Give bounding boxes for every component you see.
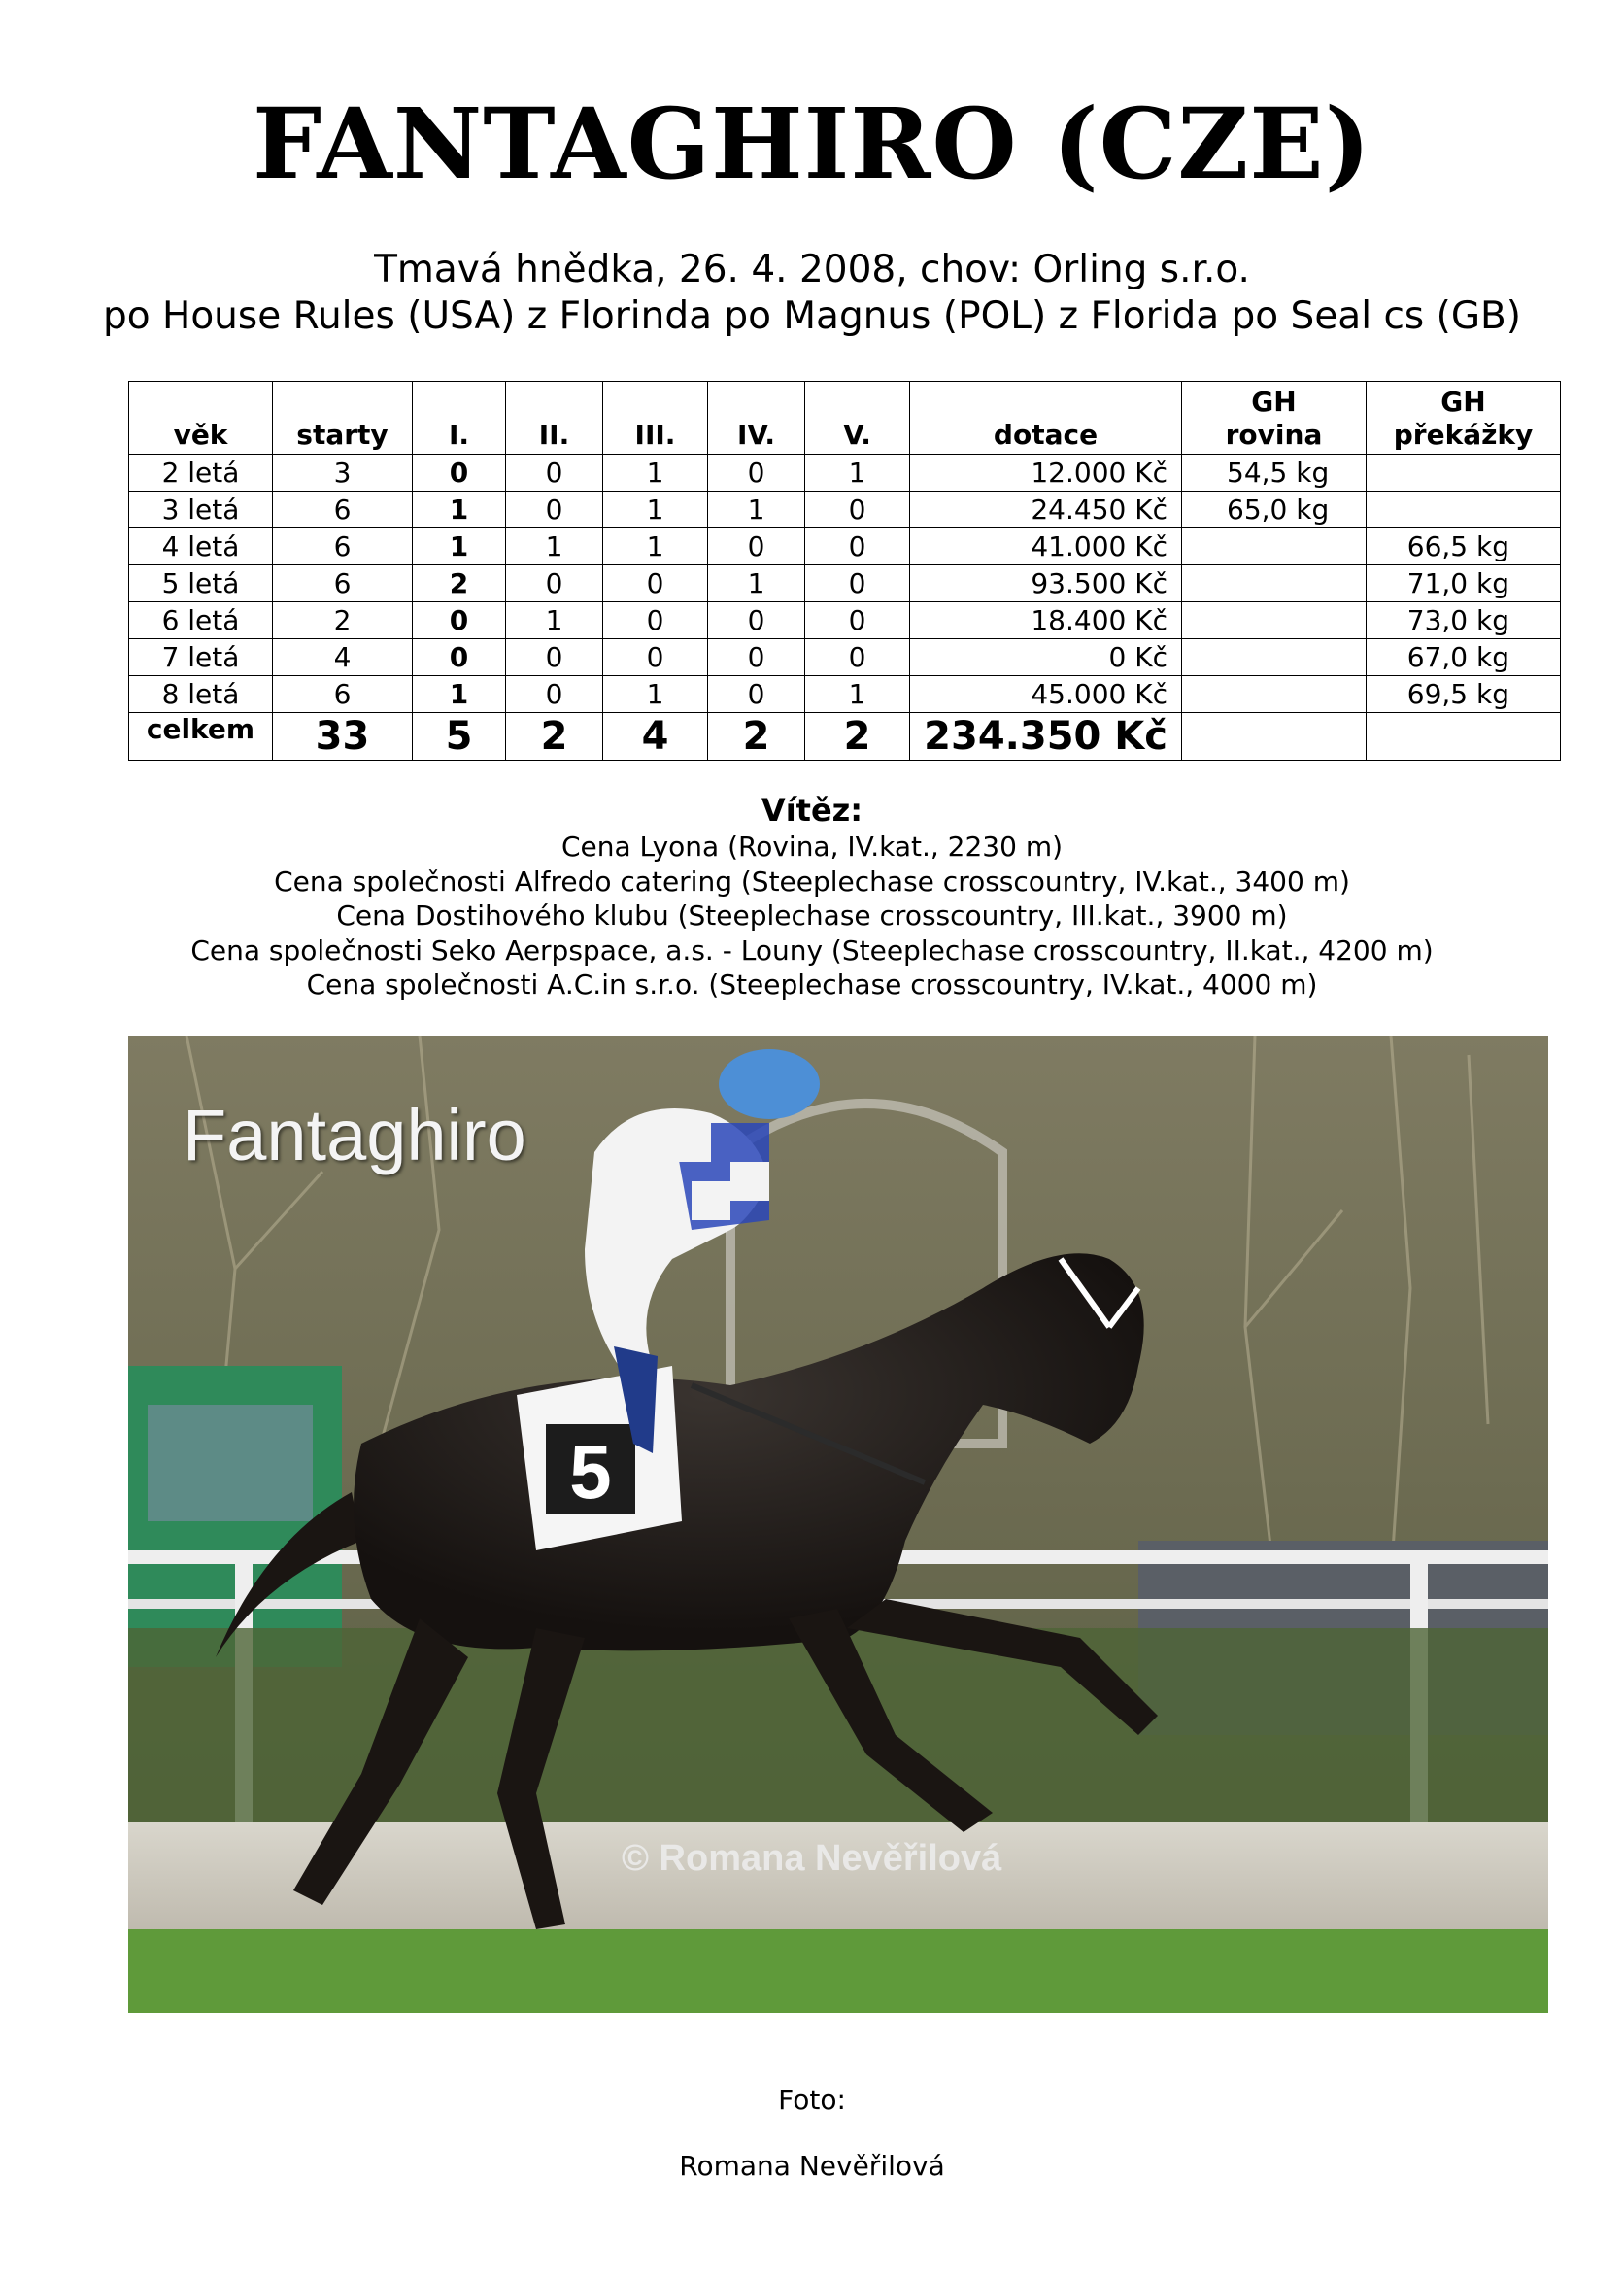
header-gh-flat [1182, 382, 1367, 455]
row-first: 0 [413, 602, 506, 639]
row-gh-flat [1182, 639, 1367, 676]
row-fifth: 0 [805, 492, 910, 528]
row-starts: 3 [273, 455, 413, 492]
row-first: 1 [413, 676, 506, 713]
header-first: I. [413, 382, 506, 455]
horse-photo [128, 1036, 1548, 2013]
row-gh-jump: 73,0 kg [1367, 602, 1561, 639]
total-gh-flat [1182, 713, 1367, 761]
row-third: 1 [603, 455, 708, 492]
row-second: 1 [506, 528, 603, 565]
row-age: 6 letá [129, 602, 273, 639]
table-row [129, 602, 1561, 639]
row-third: 1 [603, 528, 708, 565]
header-gh-flat-line1: GH [1251, 386, 1297, 418]
row-age: 2 letá [129, 455, 273, 492]
page-title: FANTAGHIRO (CZE) [253, 86, 1371, 201]
total-fifth: 2 [805, 713, 910, 761]
winner-race-list [0, 830, 1624, 1003]
row-second: 0 [506, 492, 603, 528]
total-label: celkem [129, 713, 273, 761]
row-gh-flat [1182, 602, 1367, 639]
row-first: 0 [413, 639, 506, 676]
header-prize: dotace [910, 382, 1182, 455]
total-fourth: 2 [708, 713, 805, 761]
row-prize: 24.450 Kč [910, 492, 1182, 528]
row-fifth: 1 [805, 455, 910, 492]
row-age: 5 letá [129, 565, 273, 602]
row-prize: 93.500 Kč [910, 565, 1182, 602]
total-starts: 33 [273, 713, 413, 761]
row-third: 1 [603, 492, 708, 528]
row-second: 0 [506, 676, 603, 713]
saddle-cloth [517, 1366, 682, 1550]
row-fifth: 0 [805, 639, 910, 676]
row-fourth: 0 [708, 676, 805, 713]
row-gh-jump: 66,5 kg [1367, 528, 1561, 565]
row-third: 0 [603, 639, 708, 676]
row-first: 2 [413, 565, 506, 602]
table-row [129, 528, 1561, 565]
row-fourth: 1 [708, 565, 805, 602]
van-window [148, 1405, 313, 1521]
row-starts: 6 [273, 565, 413, 602]
table-row [129, 492, 1561, 528]
header-fifth: V. [805, 382, 910, 455]
row-first: 1 [413, 528, 506, 565]
photo-credit-author: Romana Nevěřilová [679, 2150, 945, 2182]
row-fifth: 0 [805, 565, 910, 602]
row-starts: 6 [273, 676, 413, 713]
row-prize: 45.000 Kč [910, 676, 1182, 713]
row-age: 4 letá [129, 528, 273, 565]
row-fourth: 0 [708, 639, 805, 676]
winner-race: Cena Dostihového klubu (Steeplechase crosscountry, III.kat., 3900 m) [336, 900, 1288, 932]
total-gh-jump [1367, 713, 1561, 761]
table-header-row [129, 382, 1561, 455]
row-fifth: 1 [805, 676, 910, 713]
row-gh-jump: 69,5 kg [1367, 676, 1561, 713]
photo-caption-name: Fantaghiro [183, 1095, 526, 1175]
row-prize: 18.400 Kč [910, 602, 1182, 639]
grass [128, 1929, 1548, 2013]
winner-heading: Vítěz: [761, 792, 863, 829]
row-starts: 6 [273, 528, 413, 565]
row-age: 7 letá [129, 639, 273, 676]
jockey-helmet [719, 1049, 820, 1119]
row-gh-jump: 71,0 kg [1367, 565, 1561, 602]
row-gh-jump: 67,0 kg [1367, 639, 1561, 676]
row-gh-flat [1182, 565, 1367, 602]
table-row [129, 565, 1561, 602]
winner-race: Cena Lyona (Rovina, IV.kat., 2230 m) [560, 831, 1064, 863]
row-gh-flat: 54,5 kg [1182, 455, 1367, 492]
header-gh-flat-line2: rovina [1225, 419, 1323, 451]
total-second: 2 [506, 713, 603, 761]
row-gh-flat: 65,0 kg [1182, 492, 1367, 528]
row-second: 1 [506, 602, 603, 639]
row-age: 3 letá [129, 492, 273, 528]
row-prize: 0 Kč [910, 639, 1182, 676]
saddle-number: 5 [569, 1429, 612, 1514]
row-fourth: 0 [708, 528, 805, 565]
total-first: 5 [413, 713, 506, 761]
horse-details: Tmavá hnědka, 26. 4. 2008, chov: Orling s.r.o. [374, 248, 1250, 291]
table-row [129, 676, 1561, 713]
row-second: 0 [506, 455, 603, 492]
row-fifth: 0 [805, 528, 910, 565]
horse-pedigree: po House Rules (USA) z Florinda po Magnus (POL) z Florida po Seal cs (GB) [102, 294, 1522, 338]
total-third: 4 [603, 713, 708, 761]
row-second: 0 [506, 565, 603, 602]
table-row [129, 455, 1561, 492]
total-prize: 234.350 Kč [910, 713, 1182, 761]
winner-race: Cena společnosti Alfredo catering (Steeplechase crosscountry, IV.kat., 3400 m) [274, 865, 1350, 898]
row-gh-jump [1367, 455, 1561, 492]
header-third: III. [603, 382, 708, 455]
row-gh-flat [1182, 528, 1367, 565]
row-starts: 6 [273, 492, 413, 528]
header-gh-jump-line2: překážky [1393, 419, 1534, 451]
row-third: 0 [603, 602, 708, 639]
row-fourth: 0 [708, 602, 805, 639]
row-starts: 4 [273, 639, 413, 676]
header-gh-jump-line1: GH [1440, 386, 1486, 418]
row-gh-flat [1182, 676, 1367, 713]
row-first: 1 [413, 492, 506, 528]
header-age: věk [129, 382, 273, 455]
header-starts: starty [273, 382, 413, 455]
row-fourth: 1 [708, 492, 805, 528]
results-table [128, 381, 1561, 761]
row-third: 1 [603, 676, 708, 713]
header-gh-jump [1367, 382, 1561, 455]
table-total-row [129, 713, 1561, 761]
photo-copyright: © Romana Nevěřilová [622, 1838, 1002, 1879]
table-row [129, 639, 1561, 676]
row-fourth: 0 [708, 455, 805, 492]
row-gh-jump [1367, 492, 1561, 528]
row-prize: 12.000 Kč [910, 455, 1182, 492]
header-fourth: IV. [708, 382, 805, 455]
row-age: 8 letá [129, 676, 273, 713]
row-third: 0 [603, 565, 708, 602]
header-second: II. [506, 382, 603, 455]
photo-credit-label: Foto: [778, 2084, 846, 2116]
row-prize: 41.000 Kč [910, 528, 1182, 565]
winner-race: Cena společnosti A.C.in s.r.o. (Steeplechase crosscountry, IV.kat., 4000 m) [306, 969, 1318, 1001]
row-starts: 2 [273, 602, 413, 639]
winner-race: Cena společnosti Seko Aerpspace, a.s. - Louny (Steeplechase crosscountry, II.kat., 4200 m) [190, 934, 1434, 967]
row-fifth: 0 [805, 602, 910, 639]
row-first: 0 [413, 455, 506, 492]
row-second: 0 [506, 639, 603, 676]
